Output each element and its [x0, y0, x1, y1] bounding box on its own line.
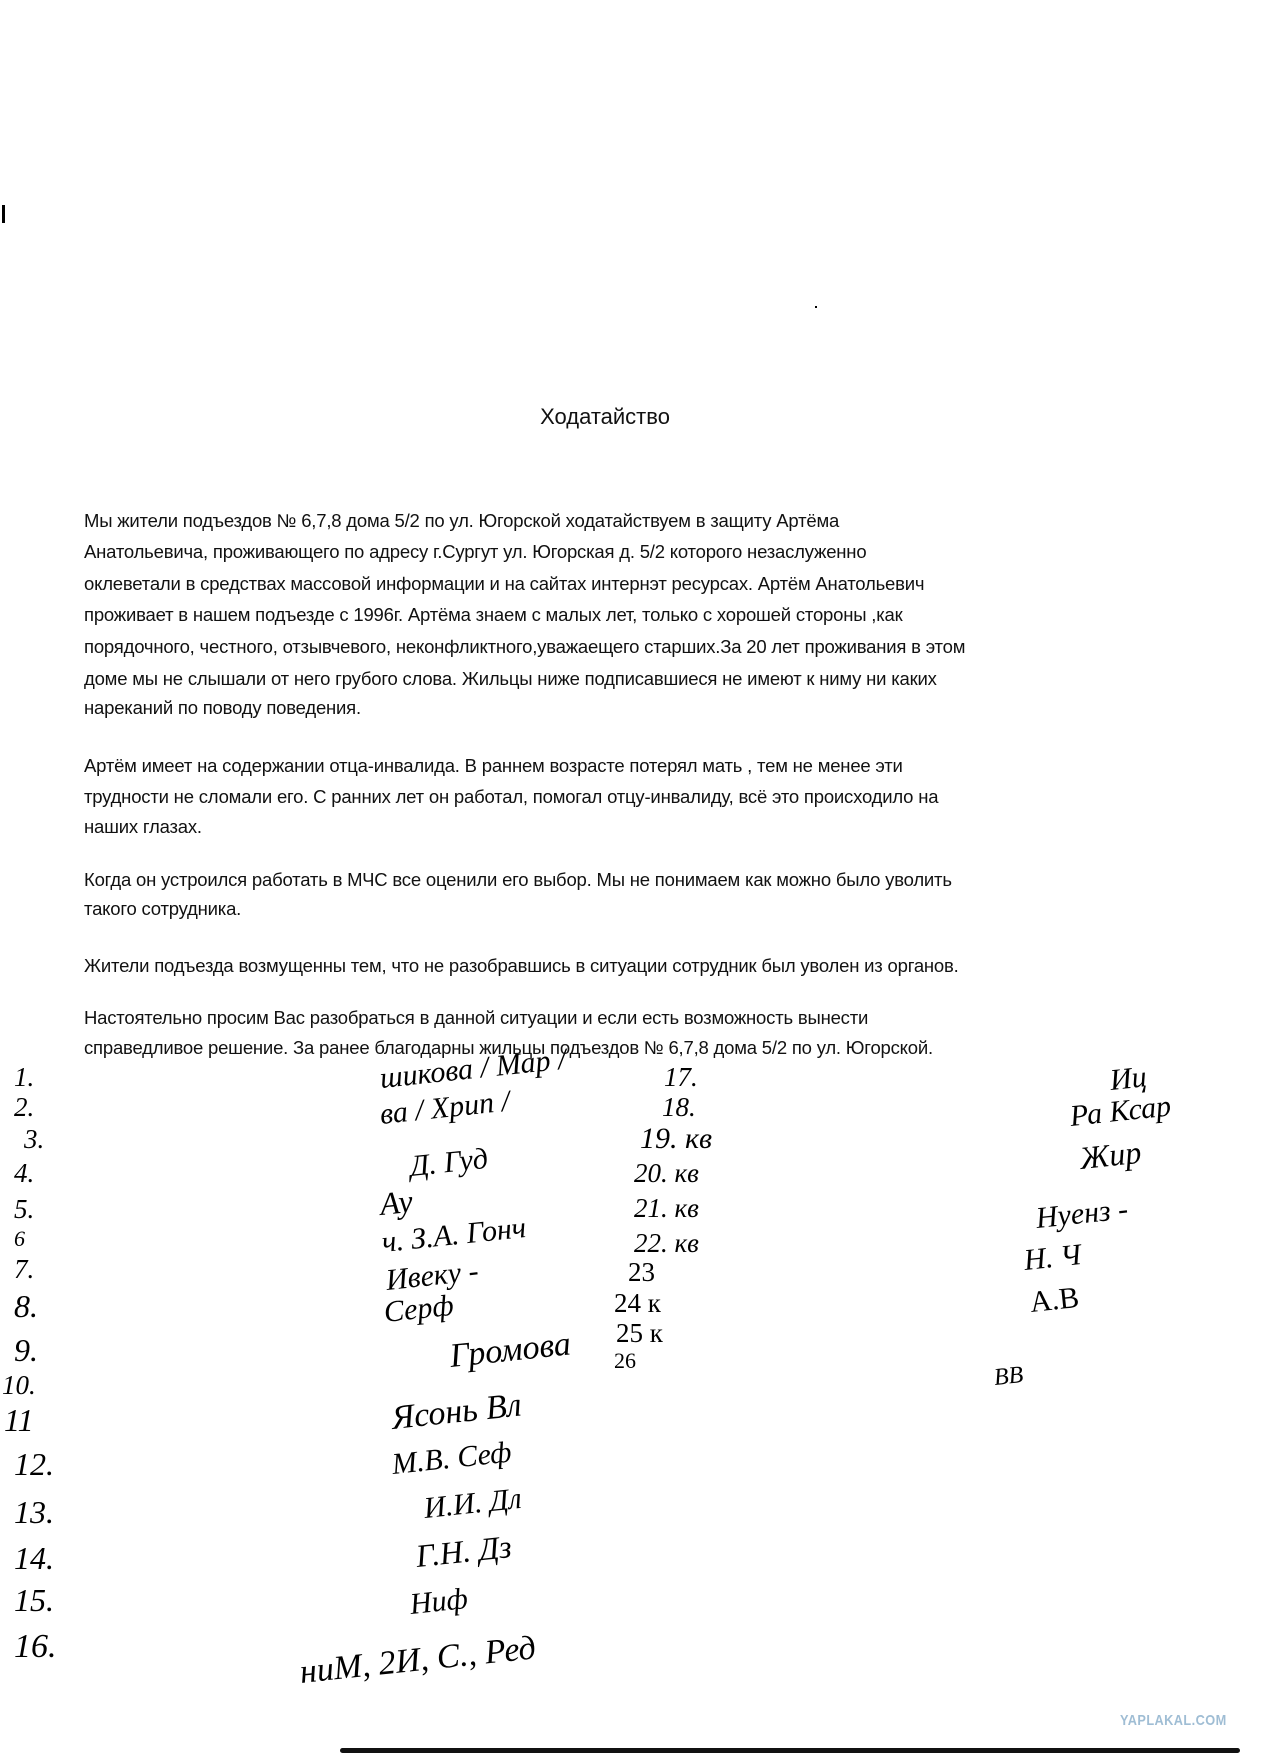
row-number: 3.: [24, 1124, 45, 1154]
row-number: 16.: [14, 1628, 57, 1665]
apartment-number: 20. кв: [634, 1158, 699, 1188]
row-number: 10.: [2, 1370, 36, 1400]
apartment-number: 22. кв: [634, 1228, 699, 1258]
watermark: YAPLAKAL.COM: [1120, 1712, 1227, 1729]
row-number: 7.: [14, 1254, 35, 1284]
row-number: 13.: [14, 1494, 54, 1530]
text-line: Анатольевича, проживающего по адресу г.Сургут ул. Югорская д. 5/2 которого незаслуженно: [84, 541, 867, 562]
row-number: 6: [14, 1226, 25, 1251]
handwritten-signature: Ра Ксар: [1068, 1089, 1173, 1133]
row-number: 12.: [14, 1446, 54, 1482]
handwritten-signature: Г.Н. Дз: [414, 1528, 514, 1574]
text-line: Артём имеет на содержании отца-инвалида. В раннем возрасте потерял мать , тем не менее эти: [84, 755, 903, 776]
handwritten-signature: Ивеку -: [384, 1254, 481, 1297]
text-line: Жители подъезда возмущенны тем, что не разобравшись в ситуации сотрудник был уволен из органов.: [84, 955, 959, 976]
text-line: оклеветали в средствах массовой информации и на сайтах интернэт ресурсах. Артём Анатольевич: [84, 573, 925, 594]
handwritten-signature: ч. З.А. Гонч: [380, 1210, 528, 1259]
apartment-number: 17.: [664, 1062, 698, 1092]
apartment-number: 21. кв: [634, 1193, 699, 1223]
text-line: Мы жители подъездов № 6,7,8 дома 5/2 по ул. Югорской ходатайствуем в защиту Артёма: [84, 510, 840, 531]
row-number: 4.: [14, 1158, 35, 1188]
scan-edge-bar: [340, 1748, 1240, 1753]
apartment-number: 25 к: [616, 1318, 663, 1348]
text-line: доме мы не слышали от него грубого слова. Жильцы ниже подписавшиеся не имеют к ниму ни каких: [84, 668, 937, 689]
scan-artifact: [2, 205, 5, 223]
apartment-number: 23: [628, 1257, 655, 1287]
handwritten-signature: Н. Ч: [1022, 1238, 1083, 1277]
row-number: 2.: [14, 1092, 35, 1122]
handwritten-signature: ва / Хрип /: [378, 1084, 512, 1131]
handwritten-signature: Д. Гуд: [408, 1141, 490, 1183]
apartment-number: 24 к: [614, 1288, 661, 1318]
handwritten-signature: Серф: [382, 1288, 456, 1329]
handwritten-signature: Ниф: [408, 1582, 470, 1621]
handwritten-signature: шикова / Мар /: [378, 1042, 568, 1095]
handwritten-signature: А.В: [1028, 1280, 1081, 1319]
text-line: Настоятельно просим Вас разобраться в данной ситуации и если есть возможность вынести: [84, 1007, 869, 1028]
scan-artifact: [815, 306, 817, 308]
text-line: трудности не сломали его. С ранних лет он работал, помогал отцу-инвалиду, всё это происходило на: [84, 786, 939, 807]
document-title: Ходатайство: [540, 404, 670, 429]
handwritten-signature: М.В. Сеф: [390, 1435, 513, 1481]
handwritten-signature: ВВ: [992, 1362, 1025, 1391]
row-number: 5.: [14, 1194, 35, 1224]
text-line: Когда он устроился работать в МЧС все оценили его выбор. Мы не понимаем как можно было уволить: [84, 869, 952, 890]
row-number: 11: [4, 1402, 34, 1438]
apartment-number: 18.: [662, 1092, 696, 1122]
row-number: 8.: [14, 1288, 38, 1324]
handwritten-signature: Ау: [378, 1182, 415, 1222]
apartment-number: 26: [614, 1348, 636, 1373]
text-line: справедливое решение. За ранее благодарны жильцы подъездов № 6,7,8 дома 5/2 по ул. Югорской.: [84, 1037, 933, 1058]
handwritten-signature: И.И. Дл: [422, 1481, 524, 1525]
text-line: проживает в нашем подъезде с 1996г. Артёма знаем с малых лет, только с хорошей стороны ,как: [84, 604, 903, 625]
row-number: 14.: [14, 1540, 54, 1576]
text-line: такого сотрудника.: [84, 898, 242, 919]
row-number: 1.: [14, 1062, 35, 1092]
handwritten-signature: ниМ, 2И, С., Ред: [298, 1629, 538, 1691]
text-line: порядочного, честного, отзывчевого, неконфликтного,уважаещего старших.За 20 лет проживания в этом: [84, 636, 966, 657]
handwritten-signature: Нуенз -: [1034, 1192, 1130, 1235]
handwritten-signature: Жир: [1078, 1133, 1143, 1176]
row-number: 15.: [14, 1582, 54, 1618]
handwritten-signature: Иц: [1108, 1060, 1149, 1097]
handwritten-signature: Ясонь Вл: [390, 1386, 524, 1437]
text-line: нареканий по поводу поведения.: [84, 697, 361, 718]
text-line: наших глазах.: [84, 816, 202, 837]
row-number: 9.: [14, 1332, 38, 1368]
apartment-number: 19. кв: [640, 1122, 713, 1155]
handwritten-signature: Громова: [448, 1325, 573, 1375]
